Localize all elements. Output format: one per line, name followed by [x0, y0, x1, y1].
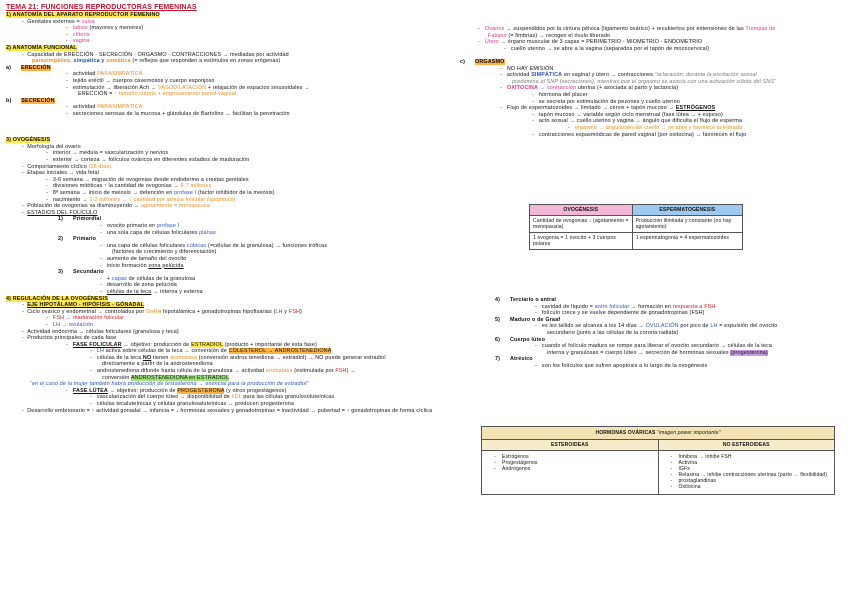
fase-folicular-line: - FASE FOLICULAR → objetivo: producción de ESTRADIOL (producto + importante de esta fase)	[66, 341, 317, 348]
ovarios-line-2: Falopio (= fimbrias) → recogen el óvulo liberado	[488, 32, 611, 39]
fase-lutea-line: - FASE LÚTEA → objetivo: producción de PROGESTERONA (y otros progestágenos)	[66, 387, 287, 394]
ff-item-2b: directamente a partir de la androstenediona	[102, 361, 213, 368]
ff-item-1: - LH activa sobre células de la teca → conversión de COLESTEROL → ANDROSTENEDIONA	[90, 348, 332, 355]
section-3-heading: 3) OVOGÉNESIS	[6, 137, 51, 144]
secundario-item-3: - células de la teca → interna y externa	[100, 288, 203, 295]
cuello-line: - cuello uterino → se abre a la vagina (separados por el tapón de mococervical)	[504, 45, 710, 52]
fl-item-1: - vascularización del cuerpo lúteo → disponibilidad de LDL para las células granulosoluteínicas	[90, 394, 335, 401]
orgasmo-heading: c) ORGASMO	[460, 58, 505, 65]
flujo-item-1: - tapón mucoso → variable según ciclo menstrual (fase lútea → + espeso)	[532, 111, 723, 118]
maduro-item-1b: secundario (junto a las células de la corona radiata)	[547, 329, 679, 336]
ereccion-item-2: - tejido eréctil → cuerpos cavernosos y cuerpo esponjoso	[66, 77, 215, 84]
atresico-item-1: - son los folículos que sufren apoptosis a lo largo de la ovogénesis	[535, 362, 708, 369]
foliculo-primario-heading: 2) Primario	[58, 236, 97, 243]
orgasmo-item-1: - NO HAY EMISIÓN	[500, 65, 554, 72]
orgasmo-item-3: - OXITOCINA → contracción uterina (+ asociada al parto y lactancia)	[500, 85, 679, 92]
secundario-item-1: - + capas de células de la granulosa	[100, 275, 196, 282]
table-header-ovogenesis: OVOGÉNESIS	[530, 205, 633, 216]
terciario-item-2: - folículo crece y se vuelve dependiente de gonadotropinas (FSH)	[535, 310, 705, 317]
list-item: - Activina	[670, 460, 698, 466]
morfologia-line: - Morfología del ovario	[22, 143, 81, 150]
vagina-line: - vagina	[66, 38, 90, 45]
list-item: - IGFs	[670, 466, 690, 472]
list-item: - Relaxina → inhibe contracciones uterinas (parto → flexibilidad)	[670, 472, 828, 478]
list-item: - Andrógenos	[494, 466, 531, 472]
hormonas-table	[481, 426, 835, 495]
ereccion-item-3: - estimulación → liberación Ach → VASODILATACIÓN + relajación de espacios sinusoidales →	[66, 84, 310, 91]
foliculo-secundario-heading: 3) Secundario	[58, 269, 104, 276]
etapa-3: - 8ª semana → inicio de meiosis → detención en profase I (factor inhibidor de la meiosis)	[46, 190, 275, 197]
no-esteroideas-list	[659, 451, 835, 494]
ff-item-3: - androstenediona difunde hasta célula de la granulosa → actividad aromatasa (estimulada por FSH) →	[90, 368, 356, 375]
section-1-heading: 1) ANATOMÍA DEL APARATO REPRODUCTOR FEMENINO	[6, 12, 160, 18]
capacidad-line: - Capacidad de ERECCIÓN - SECRECIÓN - ORGASMO - CONTRACCIONES → mediadas por actividad	[22, 51, 289, 58]
table-cell: 1 ovogonia = 1 ovocito + 3 cuerpos polares	[530, 233, 633, 250]
primario-item-1b: (factores de crecimiento y diferenciación)	[112, 249, 217, 256]
labios-line: - labios (mayores y menores)	[66, 25, 144, 32]
desarrollo-line: - Desarrollo embrionario = ↑ actividad gonadal → infancia = ↓ hormonas sexuales y gonadotropinas = inactividad → pubertad = ↑ gonadotropinas de forma cíclica	[22, 407, 433, 414]
comparison-table	[529, 204, 743, 250]
page-title: TEMA 21: FUNCIONES REPRODUCTORAS FEMENINAS	[6, 4, 197, 11]
no-esteroideas-header: NO ESTEROIDEAS	[722, 442, 770, 448]
orgasmo-item-2: - actividad SIMPÁTICA en vaginal y útero → contracciones “aclaración: durante la excitación sexual	[500, 72, 757, 79]
ciclo-line: - Ciclo ovárico y endometrial → controlados por GnRH hipotalámica + gonadotropinas hipofisarias (LH y FSH)	[22, 308, 302, 315]
ereccion-item-4: ERECCIÓN = ↑ tamaño clítoris + engrosamiento pared vaginal	[78, 91, 237, 98]
luteo-item-1: - cuando el folículo maduro se rompe para liberar el ovocito secundario → células de la teca	[535, 343, 773, 350]
etapas-line: - Etapas iniciales → vida fetal	[22, 170, 100, 177]
foliculo-primordial-heading: 1) Primordial	[58, 216, 102, 223]
interior-line: - interior → médula = vascularización y nervios	[46, 150, 169, 157]
utero-line: - Útero → órgano muscular de 3 capas = PERIMETRIO - MIOMETRIO - ENDOMETRIO	[478, 39, 703, 46]
table-cell: Cantidad de ovogonias ↓ (agotamiento = menopausia)	[530, 216, 633, 233]
hormonas-subheader	[482, 440, 834, 451]
etapa-2: - divisiones mitóticas ↑ la cantidad de ovogonias → 6-7 millones	[46, 183, 212, 190]
genitales-line: - Genitales externos = vulva	[22, 18, 95, 25]
table-header-row	[530, 205, 743, 216]
secrecion-item-1: - actividad PARASIMPÁTICA	[66, 104, 143, 111]
table-cell: Producción ilimitada y constante (no hay agotamiento)	[632, 216, 742, 233]
ff-item-3b: conversión ANDROSTENEDIONA en ESTRADIOL	[102, 374, 229, 381]
foliculo-terciario-heading: 4) Terciario o antral	[495, 297, 557, 303]
primario-item-2: - aumento de tamaño del ovocito	[100, 255, 187, 262]
clitoris-line: - clítoris	[66, 31, 90, 38]
table-row	[530, 233, 743, 250]
etapa-4: - nacimiento → 1-2 millones → ↓ cantidad por atresia folicular (apoptosis)	[46, 196, 236, 203]
table-row	[530, 216, 743, 233]
terciario-item-1: - cavidad de líquido = antro folicular → formación en respuesta a FSH	[535, 303, 716, 310]
primario-item-3: - inicio formación zona pelúcida	[100, 262, 184, 269]
esteroideas-header: ESTEROIDEAS	[482, 440, 659, 450]
list-item: - Estrógenos	[494, 454, 529, 460]
flujo-item-2: - acto sexual → cuello uterino y vagina → ángulo que dificulta el flujo de esperma	[532, 118, 743, 125]
section-2-heading: 2) ANATOMÍA FUNCIONAL	[6, 44, 77, 51]
table-cell: 1 espermatogonia = 4 espermatozoides	[632, 233, 742, 250]
actividad-line: - Actividad endocrina → células foliculares (granulosa y teca)	[22, 328, 179, 335]
estadios-line: - ESTADIOS DEL FOLÍCULO	[22, 209, 98, 216]
fsh-line: - FSH → maduración folicular	[46, 315, 125, 322]
ereccion-heading: a) ERECCIÓN	[6, 64, 51, 71]
lh-line: - LH → ovulación	[46, 321, 94, 328]
fl-item-2: - células tecaluteínicas y células granulosaluteínicas → producen progesterona	[90, 401, 295, 408]
foliculo-maduro-heading: 5) Maduro o de Graaf	[495, 316, 561, 323]
list-item: - Oxitocina	[670, 484, 701, 490]
eje-line: - EJE HIPOTÁLAMO - HIPÓFISIS - GÓNADAL	[22, 302, 145, 309]
list-item: - Progestágenos	[494, 460, 538, 466]
hormonas-body	[482, 451, 834, 494]
primario-item-1: - una capa de células foliculares cúbicas (=células de la granulosa) → funciones tróficas	[100, 242, 328, 249]
capacidad-line-2: parasimpática, simpática y somática (= reflejos que responden a estímulos en zonas erógenas)	[32, 58, 281, 65]
hormonas-header: HORMONAS OVÁRICAS “imagen power importante”	[482, 427, 834, 440]
flujo-item-2b: - orgasmo → angulación del cuello → se abre y favorece la entrada	[568, 124, 743, 131]
atresico-heading: 7) Atrésico	[495, 356, 533, 363]
productos-line: - Productos principales de cada fase	[22, 335, 117, 342]
flujo-line: - Flujo de espermatozoides → limitado → cérvix + tapón mucoso → ESTRÓGENOS	[500, 105, 716, 112]
right-column	[460, 26, 844, 138]
poblacion-line: - Población de ovogonias va disminuyendo → agotamiento = menopausia	[22, 203, 210, 210]
secundario-item-2: - desarrollo de zona pelúcida	[100, 282, 177, 289]
section-4-heading: 4) REGULACIÓN DE LA OVOGÉNESIS	[6, 295, 108, 302]
left-column	[6, 4, 433, 414]
exterior-line: - exterior → corteza → folículos ováricos en diferentes estadios de maduración	[46, 157, 250, 164]
secrecion-heading: b) SECRECIÓN	[6, 97, 55, 104]
oxitocina-item-1: - hormona del placer	[532, 91, 588, 98]
secrecion-item-2: - secreciones serosas de la mucosa + glándulas de Bartolino → facilitan la penetración	[66, 110, 290, 117]
table-header-espermatogenesis: ESPERMATOGÉNESIS	[632, 205, 742, 216]
testosterona-note: “en el caso de la mujer también habrá producción de testosterona → esencial para la producción de estradiol”	[30, 381, 309, 388]
primordial-item-2: - una sola capa de células foliculares planas	[100, 229, 216, 236]
etapa-1: - 3-6 semana → migración de ovogonias desde endodermo a crestas genitales	[46, 176, 249, 183]
maduro-item-1: - es les tallido se alcanza a los 14 días → OVULACIÓN por pico de LH = expulsión del ovocito	[535, 323, 778, 330]
estadios-continuacion	[495, 297, 845, 370]
primordial-item-1: - ovocito primario en profase I	[100, 223, 180, 229]
oxitocina-item-2: - se secreta por estimulación de pezones y cuello uterino	[532, 98, 680, 105]
cuerpo-luteo-heading: 6) Cuerpo lúteo	[495, 336, 546, 343]
ereccion-item-1: - actividad PARASIMPÁTICA	[66, 71, 143, 78]
comportamiento-line: - Comportamiento cíclico (28 días)	[22, 163, 112, 170]
list-item: - Inhibina → inhibe FSH	[670, 454, 732, 460]
orgasmo-item-2b: predomina el SNP (secreciones), mientras que el orgasmo se asocia con una activación súbita del SNS”	[512, 78, 777, 85]
esteroideas-list	[482, 451, 659, 494]
list-item: - prostaglandinas	[670, 478, 717, 484]
ovarios-line: - Ovarios → suspendidos por la cintura pélvica (ligamento ovárico) + recubiertos por extensiones de las Trompas de	[478, 26, 776, 32]
luteo-item-1b: interna y granulosas = cuerpo lúteo → secreción de hormonas sexuales (progesterona)	[547, 349, 768, 356]
ff-item-2: - células de la teca NO tienen aromatasa (conversión andros tenediona → estradiol) → NO puede generar estradiol	[90, 354, 386, 361]
flujo-item-3: - contracciones espasmódicas de pared vaginal (por oxitocina) → favorecen el flujo	[532, 131, 747, 138]
